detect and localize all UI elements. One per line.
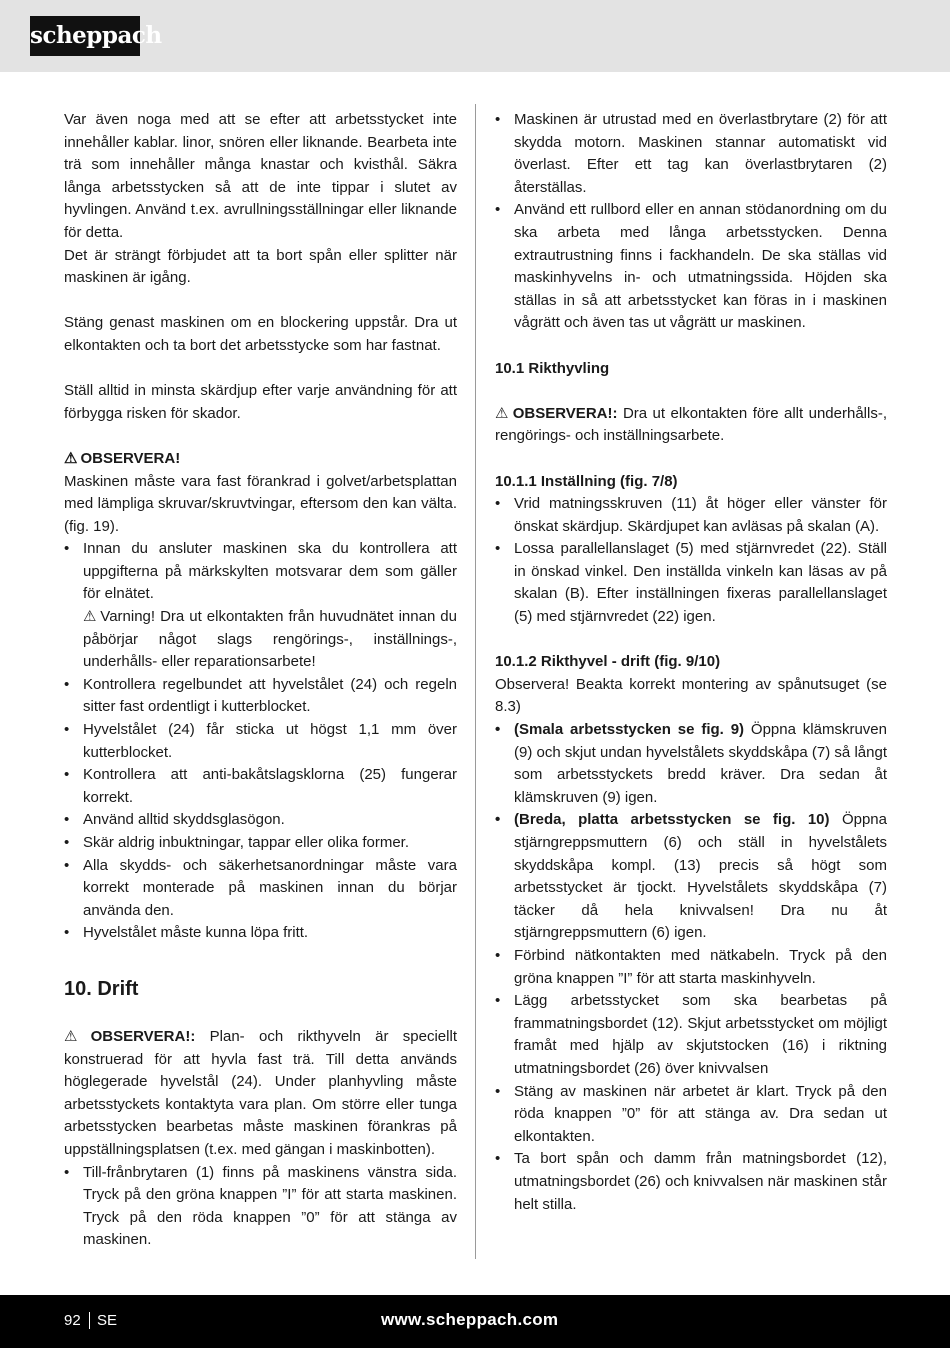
paragraph: Maskinen måste vara fast förankrad i golvet/arbetsplattan med lämpliga skruvar/skruvtvingar, eftersom den kan välta. (fig. 19). bbox=[64, 472, 457, 535]
paragraph: Var även noga med att se efter att arbetsstycket inte innehåller kablar. linor, snören eller liknande. Bearbeta inte trä som innehåller många knastar och kvisthål. Säkra långa arbetsstycken så att de inte tippar i slutet av hyvlingen. Använd t.ex. avrullningsställningar eller liknande för detta. bbox=[64, 111, 457, 241]
page-footer bbox=[0, 1295, 950, 1348]
subsection-heading: 10.1 Rikthyvling bbox=[495, 359, 610, 377]
list-item: • Till-frånbrytaren (1) finns på maskinens vänstra sida. Tryck på den gröna knappen ”I” för att starta maskinen. Tryck på den röda knappen ”0” för att stänga av maskinen. bbox=[64, 1162, 457, 1252]
website-link[interactable]: www.scheppach.com bbox=[381, 1310, 559, 1329]
list-item: • Lägg arbetsstycket som ska bearbetas på frammatningsbordet (12). Skjut arbetsstycket om möjligt framåt med hjälp av skjutstocken (16) i riktning utmatningsbordet (26) över knivvalsen bbox=[495, 990, 887, 1080]
list-item: • Innan du ansluter maskinen ska du kontrollera att uppgifterna på märkskylten motsvarar dem som gäller för elnätet. ⚠ Varning! Dra ut elkontakten från huvudnätet innan du påbörjar något slags rengörings-, inställnings-, underhålls- eller reparationsarbete! bbox=[64, 538, 457, 674]
settings-list bbox=[495, 493, 887, 629]
subsection-heading: 10.1.2 Rikthyvel - drift (fig. 9/10) bbox=[495, 653, 721, 671]
list-item: • Maskinen är utrustad med en överlastbrytare (2) för att skydda motorn. Maskinen stannar automatiskt vid överlast. Efter ett tag kan överlastbrytaren (2) återställas. bbox=[495, 109, 887, 199]
machine-list bbox=[495, 109, 887, 335]
operation-list bbox=[495, 945, 887, 1216]
subsection-heading: 10.1.1 Inställning (fig. 7/8) bbox=[495, 472, 678, 490]
list-item: • Kontrollera regelbundet att hyvelstålet (24) och regeln sitter fast ordentligt i kutterblocket. bbox=[64, 674, 457, 719]
page-number: 92 bbox=[64, 1312, 81, 1329]
footer-separator bbox=[89, 1312, 90, 1329]
warning-icon: ⚠ bbox=[83, 608, 98, 626]
list-item: • Vrid matningsskruven (11) åt höger eller vänster för önskat skärdjup. Skärdjupet kan avläsas på skalan (A). bbox=[495, 493, 887, 538]
column-divider bbox=[475, 104, 476, 1259]
list-item: • Använd ett rullbord eller en annan stödanordning om du ska arbeta med långa arbetsstycken. Denna extrautrustning finns i fackhandeln. De ska ställas vid maskinhyvelns in- och utmatningssida. Höjden ska ställas in så att arbetsstycket kan föras in i maskinen vågrätt och även tas ut vågrätt ur maskinen. bbox=[495, 199, 887, 335]
paragraph: ⚠ OBSERVERA!: Plan- och rikthyveln är speciellt konstruerad för att hyvla fast trä. Till detta används höglegerade hyvelstål (24). Under planhyvling måste arbetsstyckets kontaktyta vara plan. Om större eller tunga arbetsstycken bearbetas måste maskinen förankras på uppställningsplatsen (t.ex. med gängan i maskinbotten). bbox=[64, 1027, 457, 1158]
list-item: • Hyvelstålet (24) får sticka ut högst 1,1 mm över kutterblocket. bbox=[64, 719, 457, 764]
warning-icon: ⚠ bbox=[495, 404, 510, 422]
paragraph: Stäng genast maskinen om en blockering uppstår. Dra ut elkontakten och ta bort det arbetsstycke som har fastnat. bbox=[64, 314, 457, 354]
right-column bbox=[495, 109, 887, 1216]
paragraph: ⚠ OBSERVERA!: Dra ut elkontakten före allt underhålls-, rengörings- och inställningsarbete. bbox=[495, 404, 887, 445]
language-code: SE bbox=[97, 1312, 118, 1329]
left-column bbox=[64, 109, 457, 1252]
list-item: • Lossa parallellanslaget (5) med stjärnvredet (22). Ställ in önskad vinkel. Den inställda vinkeln kan läsas av på skalan (B). Efter inställningen fixeras parallellanslaget (5) med stjärnvredet (22) igen. bbox=[495, 538, 887, 628]
warning-icon: ⚠ bbox=[64, 1027, 88, 1045]
section-title: 10. Drift bbox=[64, 977, 139, 1000]
switch-list bbox=[64, 1162, 457, 1252]
safety-list bbox=[64, 538, 457, 945]
list-item: • Använd alltid skyddsglasögon. bbox=[64, 809, 457, 832]
list-item: • (Smala arbetsstycken se fig. 9) Öppna klämskruven (9) och skjut undan hyvelstålets skyddskåpa (7) så långt som arbetsstyckets bredd kräver. Dra sedan åt klämskruven (9) igen. bbox=[495, 719, 887, 809]
list-item: • Kontrollera att anti-bakåtslagsklorna (25) fungerar korrekt. bbox=[64, 764, 457, 809]
scheppach-logo: scheppach bbox=[30, 16, 140, 56]
paragraph: Ställ alltid in minsta skärdjup efter varje användning för att förbygga risken för skador. bbox=[64, 382, 457, 422]
paragraph: Det är strängt förbjudet att ta bort spån eller splitter när maskinen är igång. bbox=[64, 246, 457, 287]
list-item: • Skär aldrig inbuktningar, tappar eller olika former. bbox=[64, 832, 457, 855]
list-item: • Förbind nätkontakten med nätkabeln. Tryck på den gröna knappen ”I” för att starta maskinhyveln. bbox=[495, 945, 887, 990]
page-header bbox=[0, 0, 950, 72]
list-item: • (Breda, platta arbetsstycken se fig. 10) Öppna stjärngreppsmuttern (6) och ställ in hyvelstålets skyddskåpa kompl. (13) precis så högt som arbetsstycket är tjockt. Hyvelstålets skyddskåpa (7) täcker då hela knivvalsen! Dra nu åt stjärngreppsmuttern (6) igen. bbox=[495, 809, 887, 945]
observera-heading: ⚠ OBSERVERA! bbox=[64, 449, 181, 467]
list-item: • Alla skydds- och säkerhetsanordningar måste vara korrekt monterade på maskinen innan du börjar använda den. bbox=[64, 855, 457, 923]
list-item: • Stäng av maskinen när arbetet är klart. Tryck på den röda knappen ”0” för att stänga av. Dra sedan ut elkontakten. bbox=[495, 1081, 887, 1149]
workpiece-list bbox=[495, 719, 887, 945]
warning-note: ⚠ Varning! Dra ut elkontakten från huvudnätet innan du påbörjar något slags rengörings-, inställnings-, underhålls- eller reparationsarbete! bbox=[83, 608, 457, 671]
list-item: • Hyvelstålet måste kunna löpa fritt. bbox=[64, 922, 457, 945]
paragraph: Observera! Beakta korrekt montering av spånutsuget (se 8.3) bbox=[495, 675, 887, 716]
warning-icon: ⚠ bbox=[64, 449, 78, 467]
list-item: • Ta bort spån och damm från matningsbordet (12), utmatningsbordet (26) och knivvalsen när maskinen står helt stilla. bbox=[495, 1148, 887, 1216]
